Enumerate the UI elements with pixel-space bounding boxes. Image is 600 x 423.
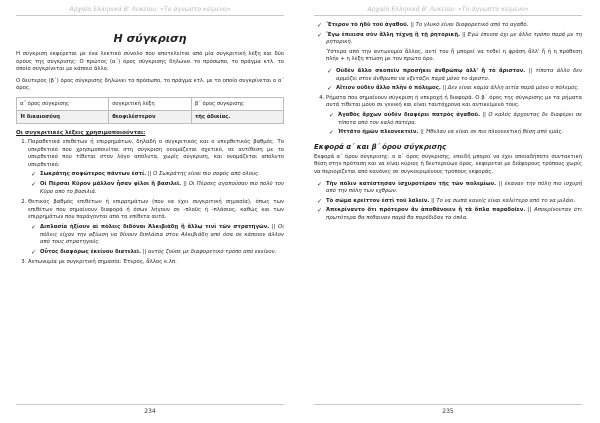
checkmark-icon: ✓ [317,207,323,215]
example-translation: || Ήθελαν να είναι σε πιο πλεονεκτική θέση από εμάς. [420,129,564,136]
table-header-cell: β΄ όρος σύγκρισης [191,97,283,110]
item-text: Ρήματα που σημαίνουν σύγκριση ή υπεροχή ή διαφορά. Ο β΄ όρος της σύγκρισης με τα ρήματα αυτά τίθεται μόνο σε γενική και είναι ταυτόχρονα και αντικείμενό τους. [326,94,582,109]
example-greek: Ἕτερον τὸ ἡδὺ τοῦ ἀγαθοῦ. [326,22,409,28]
checkmark-icon: ✓ [31,223,37,231]
checkmark-icon: ✓ [329,129,335,137]
comparison-table [16,97,284,124]
table-header-cell: συγκριτική λέξη [109,97,192,110]
example-translation: || Εγώ έπεισα όχι με άλλο τρόπο παρά με τη ρητορική. [326,31,582,46]
intro-paragraph-1: Η σύγκριση εκφέρεται με ένα λεκτικό σύνολο που αποτελείται από μία συγκριτική λέξη και δύο όρους της σύγκρισης: Ο πρώτος (α΄) όρος σύγκρισης δηλώνει το πρόσωπο, το πράγμα κτλ. το οποίο συγκρίνεται με κάποιο άλλο. [16,51,284,73]
example-item [327,67,583,83]
checkmark-icon: ✓ [317,22,323,29]
example-greek: Διπλασία ἠξίουν αἱ πόλεις διδόναι Ἀλκιβιάδῃ ἢ ἄλλῳ τινὶ τῶν στρατηγῶν. [40,223,270,230]
section-heading: Εκφορά α΄ και β΄ όρου σύγκρισης [314,142,447,151]
table-cell: θεοφιλέστερον [109,110,192,123]
section-paragraph: Εκφορά α΄ όρου σύγκρισης: ο α΄ όρος σύγκρισης, επειδή μπορεί να έχει οποιαδήποτε συντακτική θέση στην πρόταση και να είναι κύριος ή δευτερεύων όρος, εκφέρεται με διάφορους τρόπους χωρίς να περιορίζεται από κανόνες σε συγκεκριμένους τρόπους εκφοράς. [314,153,582,175]
page-number-left: 234 [144,408,156,415]
example-item [317,22,582,30]
usage-list [16,139,284,267]
table-cell: τῆς ἀδικίας. [191,110,283,123]
example-item [317,207,582,222]
example-greek: Τὸ σῶμα κρεῖττον ἐστὶ τοῦ λαλεῖν. [326,197,430,204]
example-item [317,180,583,196]
left-page [16,0,284,423]
list-item [28,199,284,256]
example-item [31,180,284,196]
example-translation: || αυτός ζούσε με διαφορετικό τρόπο από εκείνον. [142,248,277,255]
checkmark-icon: ✓ [329,111,335,119]
example-item [329,129,582,137]
example-item [317,31,582,47]
example-translation: || Το γλυκό είναι διαφορετικό από το αγαθό. [410,22,529,28]
example-translation: || Ο Σωκράτης είναι πιο σοφός από όλους. [147,171,260,178]
example-list [326,112,582,137]
example-greek: Ἔγω ἐπιεισα σὺν ἄλλη τέχνῃ ἢ τῇ ῥητορικῇ. [326,31,461,38]
running-header-left: Αρχαία Ελληνικά Β' Λυκείου: «Το άγνωστο κείμενο» [16,6,284,16]
example-translation: || έκαναν την πόλη πιο ισχυρή από την πόλη των εχθρών. [326,180,583,195]
right-page [314,0,582,423]
example-item [31,223,284,247]
example-item [329,111,582,127]
example-greek: Ἡττᾶτο ἡμῶν πλεονεκτεῖν. [338,129,419,136]
example-item [317,197,582,206]
running-header-right: Αρχαία Ελληνικά Β' Λυκείου: «Το άγνωστο κείμενο» [314,6,582,16]
example-translation: || Το να σωπά κανείς είναι καλύτερο από το να μιλάει. [431,197,576,204]
list-item [326,95,582,137]
checkmark-icon: ✓ [31,171,37,179]
checkmark-icon: ✓ [31,248,37,256]
footer-rule-right [314,404,582,405]
footer-rule-left [16,404,284,405]
example-list [314,68,582,93]
checkmark-icon: ✓ [317,197,323,205]
example-item [31,248,284,257]
example-greek: Τὴν πόλιν κατέστησαν ἰσχυροτέραν τῆς τῶν πολεμίων. [326,180,497,187]
example-greek: Οἱ Πέρσαι Κῦρον μᾶλλον ἧσαν φίλοι ἢ βασιλεῖ. [40,180,182,187]
example-translation: || Αποκρίνονταν ότι πρωτύτερα θα πέθαιναν παρά θα παρέδιδαν τα όπλα. [326,207,582,221]
example-item [327,85,582,93]
note-paragraph: Ύστερα από την αντωνυμία ἄλλος, αντί του ἤ μπορεί να τεθεί η φράση ἄλλ' ἤ ή η πρόθεση πλήν + η λέξη πτώση με τον πρώτο όρο. [326,48,582,63]
example-list [28,171,284,196]
checkmark-icon: ✓ [317,180,323,188]
example-item [31,171,284,179]
example-translation: || Δεν είναι καμία άλλη αιτία παρά μόνο ο πόλεμος. [442,85,580,92]
subheading: Οι συγκριτικές λέξεις χρησιμοποιούνται: [16,129,146,136]
checkmark-icon: ✓ [327,85,333,93]
list-item [28,139,284,196]
example-translation: || Ο καλός άρχοντας δε διαφέρει σε τίποτα από τον καλό πατέρα. [338,111,582,126]
checkmark-icon: ✓ [31,180,37,188]
example-list [314,181,582,223]
example-list [314,22,582,47]
checkmark-icon: ✓ [317,31,323,39]
checkmark-icon: ✓ [327,67,333,75]
item-text: Αντωνυμία με συγκριτική σημασία: Έτερος, ἄλλος κ.λπ. [28,259,177,266]
example-greek: Ἀγαθὸς ἄρχων οὐδὲν διαφέρει πατρὸς ἀγαθοῦ. [338,111,480,118]
example-greek: Ἀπεκρίναντο ὅτι πρότερον ἂν ἀποθάνοιεν ἢ τὰ ὅπλα παραδοῖεν. [326,207,526,214]
list-item [28,259,284,267]
example-greek: Οὗτος διαφόρως ἐκείνου διατελεῖ. [40,248,142,255]
item-text: Θετικός βαθμός επιθέτων ή επιρρημάτων (που να έχει συγκριτική σημασία), όπως των επιθέτων που σημαίνουν διαφορά ή όσων λήγουν σε -πλοῦς ή -πλάσιος, καθώς και των επιρρημάτων που παράγονται από τα επίθετα αυτά. [28,199,284,221]
example-list [28,224,284,256]
item-text: Παραθετικά επιθέτων ή επιρρημάτων, δηλαδή ο συγκριτικός και ο υπερθετικός βαθμός. Το υπερθετικό που χρησιμοποιείται στη σύγκριση ονομάζεται σχετικό, σε αντίθεση με το υπερθετικό που τίθεται στον λόγο απόλυτα, χωρίς σύγκριση, και ονομάζεται απόλυτο υπερθετικό: [28,138,284,168]
example-greek: Αἴτιον οὐδὲν ἄλλο πλὴν ὁ πόλεμος. [336,85,441,92]
page-number-right: 235 [442,408,454,415]
usage-list-continued [314,95,582,137]
table-cell: Ἡ δικαιοσύνη [17,110,109,123]
example-translation: || τίποτα άλλο δεν αρμόζει στον άνθρωπο να εξετάζει παρά μόνο το άριστο. [336,67,583,82]
example-translation: || Οι Πέρσες αγαπούσαν πιο πολύ τον Κύρο από το βασιλιά. [40,180,284,195]
example-greek: Οὐδὲν ἄλλο σκοπεῖν προσήκει ἀνθρώπῳ ἀλλ' ἢ τὸ ἄριστον. [336,67,526,74]
table-header-cell: α΄ όρος σύγκρισης [17,97,109,110]
example-greek: Σωκράτης σοφώτερος πάντων ἐστί. [40,171,147,178]
example-translation: || Οι πόλεις είχαν την αξίωση να δίνουν διπλάσια στον Αλκιβιάδη από όσα σε κάποιον άλλον από τους στρατηγούς. [40,223,284,246]
page-title: Η σύγκριση [113,32,187,45]
intro-paragraph-2: Ο δεύτερος (β΄) όρος σύγκρισης δηλώνει το πρόσωπο, το πράγμα κτλ. με το οποίο συγκρίνεται ο α΄ όρος. [16,77,284,92]
